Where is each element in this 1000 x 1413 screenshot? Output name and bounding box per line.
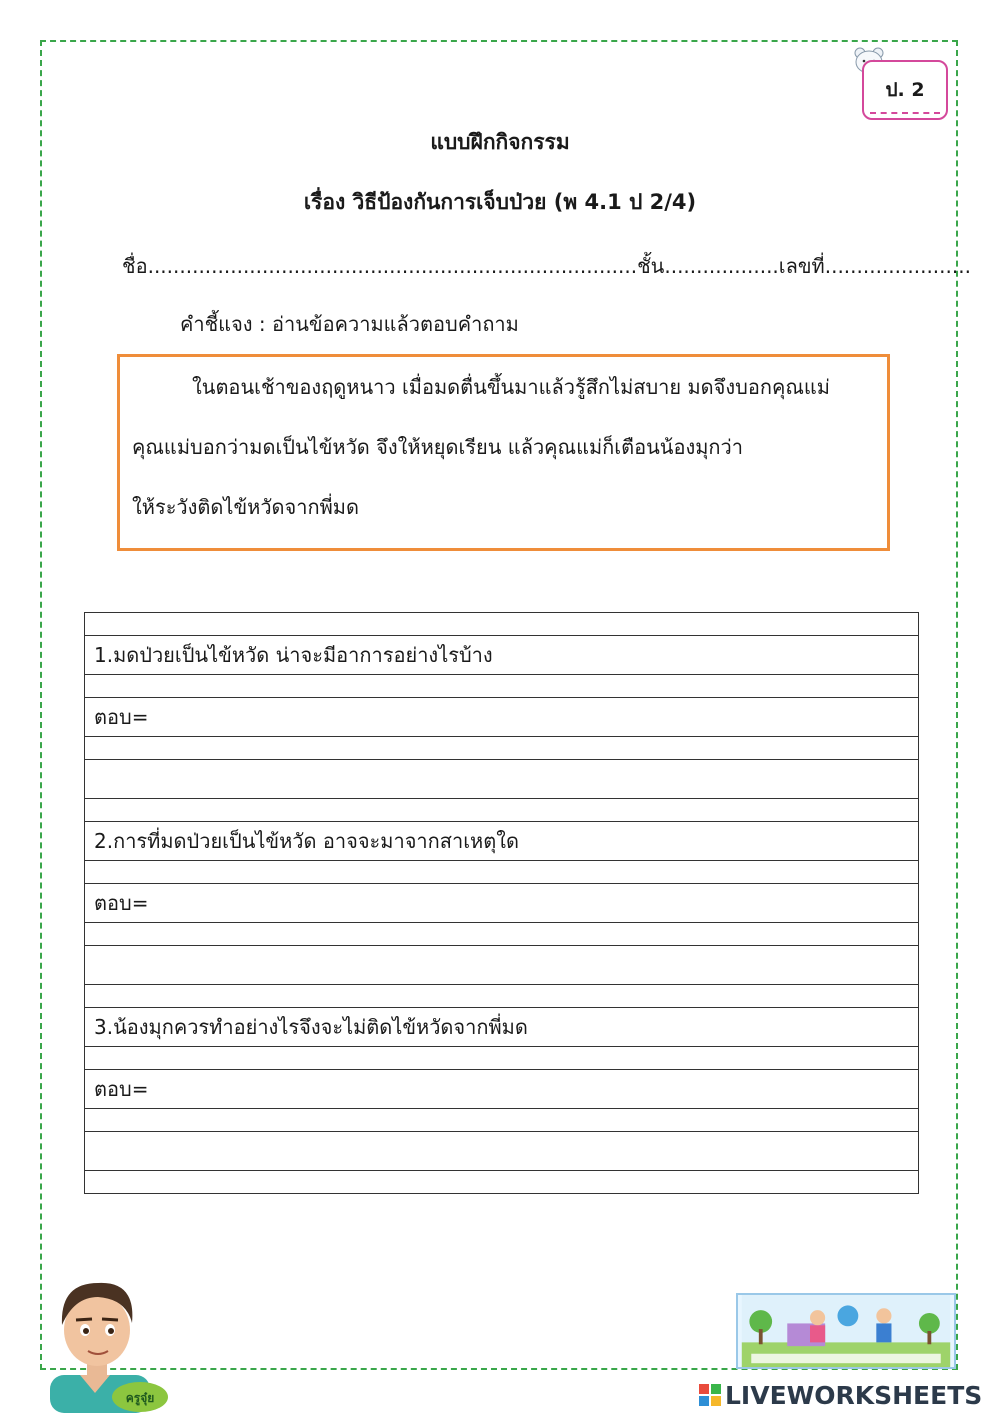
answer-2-label[interactable]: ตอบ=	[85, 884, 919, 923]
blank-row	[85, 1047, 919, 1070]
blank-row	[85, 675, 919, 698]
liveworksheets-icon	[699, 1384, 721, 1406]
grade-label: ป. 2	[885, 79, 925, 101]
question-2: 2.การที่มดป่วยเป็นไข้หวัด อาจจะมาจากสาเหตุใด	[85, 822, 919, 861]
worksheet-title: แบบฝึกกิจกรรม	[430, 130, 570, 154]
answer-1-line[interactable]	[85, 760, 919, 799]
blank-row	[85, 861, 919, 884]
liveworksheets-brand: LIVEWORKSHEETS	[725, 1380, 983, 1410]
instruction-text: คำชี้แจง : อ่านข้อความแล้วตอบคำถาม	[180, 312, 519, 336]
question-3: 3.น้องมุกควรทำอย่างไรจึงจะไม่ติดไข้หวัดจากพี่มด	[85, 1008, 919, 1047]
blank-row	[85, 1171, 919, 1194]
passage-line-1: ในตอนเช้าของฤดูหนาว เมื่อมดตื่นขึ้นมาแล้วรู้สึกไม่สบาย มดจึงบอกคุณแม่	[192, 375, 830, 399]
answer-3-label[interactable]: ตอบ=	[85, 1070, 919, 1109]
answer-2-line[interactable]	[85, 946, 919, 985]
passage-line-3: ให้ระวังติดไข้หวัดจากพี่มด	[132, 495, 359, 519]
answer-3-line[interactable]	[85, 1132, 919, 1171]
worksheet-subtitle: เรื่อง วิธีป้องกันการเจ็บป่วย (พ 4.1 ป 2/4)	[303, 190, 697, 214]
passage-line-2: คุณแม่บอกว่ามดเป็นไข้หวัด จึงให้หยุดเรียน แล้วคุณแม่ก็เตือนน้องมุกว่า	[132, 435, 744, 459]
question-table	[84, 612, 919, 1194]
student-info-line[interactable]: ชื่อ.............................................................................ชั้น..................เลขที่.......................	[122, 254, 971, 278]
answer-1-line[interactable]	[85, 737, 919, 760]
grade-badge	[862, 60, 948, 120]
answer-3-line[interactable]	[85, 1109, 919, 1132]
blank-row	[85, 799, 919, 822]
teacher-character-illustration	[40, 1275, 175, 1413]
blank-row	[85, 613, 919, 636]
answer-2-line[interactable]	[85, 923, 919, 946]
answer-1-label[interactable]: ตอบ=	[85, 698, 919, 737]
liveworksheets-logo[interactable]	[699, 1380, 982, 1410]
school-promo-illustration	[736, 1293, 956, 1369]
question-1: 1.มดป่วยเป็นไข้หวัด น่าจะมีอาการอย่างไรบ้าง	[85, 636, 919, 675]
reading-passage-box	[117, 354, 890, 551]
character-caption: ครูจุ๋ย	[125, 1391, 155, 1405]
blank-row	[85, 985, 919, 1008]
badge-dashed-line	[870, 112, 940, 114]
